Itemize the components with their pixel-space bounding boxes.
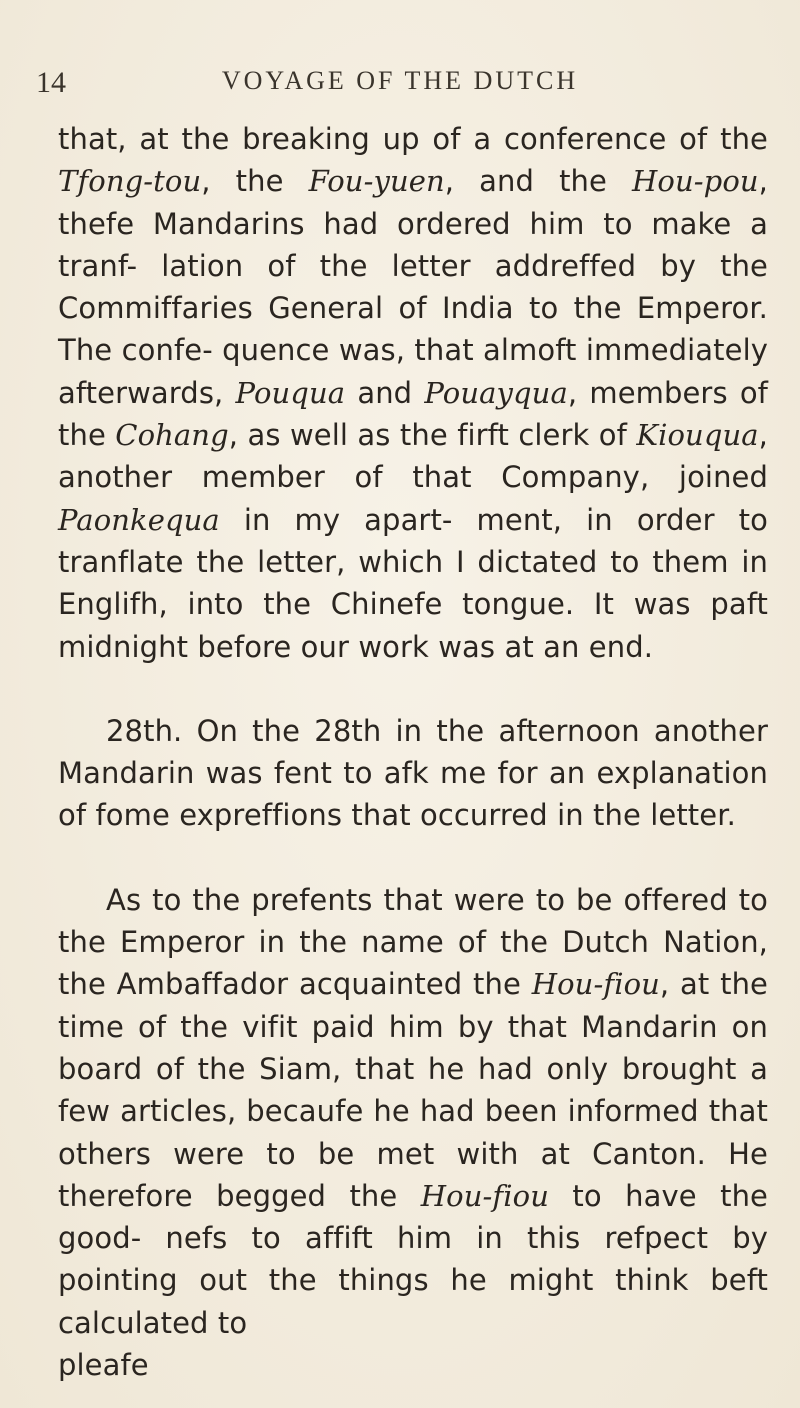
paragraph-2: 28th. On the 28th in the afternoon another Mandarin was fent to afk me for an explanation of fome expreffions that occurred in the letter. (58, 713, 768, 833)
italic-term: Paonkequa (58, 502, 220, 537)
text-run: , thefe Mandarins had ordered him to make a tranf- lation of the letter addreffed by the Commiffaries General of India to the Emperor. The confe- quence was, that almoft immediately afterwards, (58, 164, 768, 410)
page-number: 14 (36, 66, 66, 99)
italic-term: Hou-fiou (420, 1178, 549, 1213)
text-run: and (345, 375, 425, 410)
text-run: , as well as the firft clerk of (228, 418, 637, 453)
paragraph-1 (58, 118, 768, 668)
italic-term: Cohang (115, 418, 229, 453)
paragraph-gap (58, 837, 768, 879)
italic-term: Pouayqua (424, 375, 568, 410)
text-run: that, at the breaking up of a conference of the (58, 122, 768, 156)
text-run: , and the (444, 164, 633, 199)
paragraph-3 (58, 879, 768, 1344)
text-run: in my apart- ment, in order to tranflate the letter, which I dictated to them in Englifh, into the Chinefe tongue. It was paft midnight before our work was at an end. (58, 502, 768, 664)
text-run: , at the time of the vifit paid him by that Mandarin on board of the Siam, that he had only brought a few articles, becaufe he had been informed that others were to be met with at Canton. He therefore begged the (58, 967, 768, 1213)
italic-term: Hou-pou (632, 164, 759, 199)
italic-term: Tfong-tou (58, 164, 202, 199)
text-run: , another member of that Company, joined (58, 418, 768, 495)
italic-term: Kiouqua (636, 418, 759, 453)
text-run: to have the good- nefs to affift him in this refpect by pointing out the things he might think beft calculated to (58, 1178, 769, 1340)
text-run: , the (201, 164, 309, 199)
paragraph-gap (58, 668, 768, 710)
text-run: , members of the (58, 375, 768, 453)
text-run: As to the prefents that were to be offered to the Emperor in the name of the Dutch Nation, the Ambaffador acquainted the (58, 882, 768, 1002)
running-title: VOYAGE OF THE DUTCH (221, 66, 579, 95)
running-head (36, 66, 764, 106)
body-text (58, 118, 768, 1386)
italic-term: Pouqua (235, 375, 346, 410)
italic-term: Hou-fiou (531, 967, 660, 1002)
catchword: pleafe (58, 1348, 149, 1383)
italic-term: Fou-yuen (308, 164, 445, 199)
